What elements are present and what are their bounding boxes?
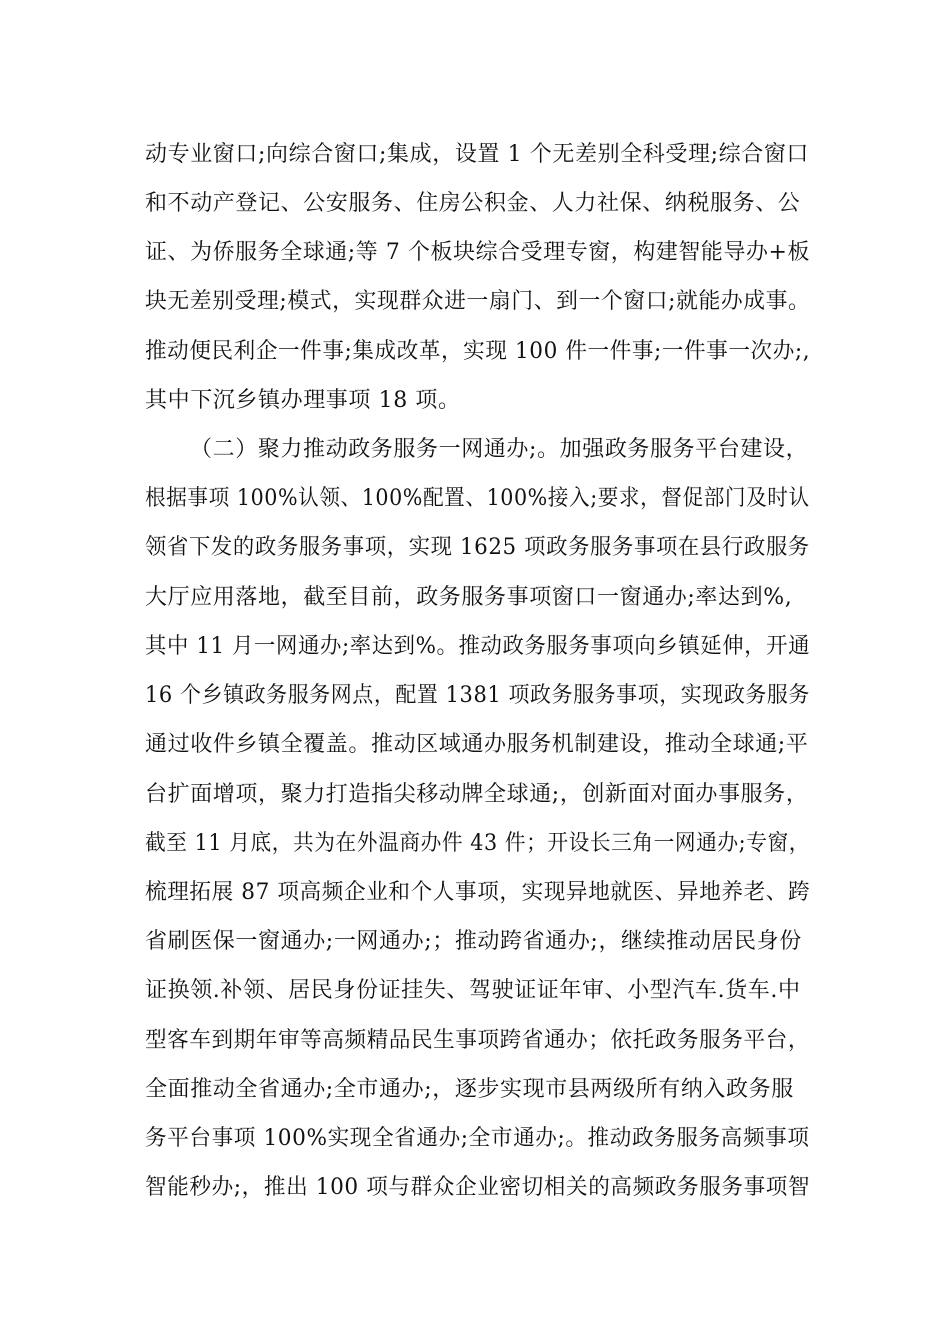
text-line: 证换领.补领、居民身份证挂失、驾驶证证年审、小型汽车.货车.中	[145, 978, 801, 1003]
text-line: 务平台事项 100%实现全省通办;全市通办;。推动政务服务高频事项	[145, 1126, 810, 1151]
text-line: 根据事项 100%认领、100%配置、100%接入;要求，督促部门及时认	[145, 486, 810, 511]
text-line: 其中下沉乡镇办理事项 18 项。	[145, 388, 461, 413]
text-line: 智能秒办;，推出 100 项与群众企业密切相关的高频政务服务事项智	[145, 1175, 811, 1200]
text-line: 推动便民利企一件事;集成改革，实现 100 件一件事;一件事一次办;,	[145, 339, 811, 364]
text-line: 台扩面增项，聚力打造指尖移动牌全球通;，创新面对面办事服务，	[145, 782, 809, 807]
text-line: 全面推动全省通办;全市通办;，逐步实现市县两级所有纳入政务服	[145, 1077, 794, 1102]
text-line: 块无差别受理;模式，实现群众进一扇门、到一个窗口;就能办成事。	[145, 289, 811, 314]
text-line: 大厅应用落地，截至目前，政务服务事项窗口一窗通办;率达到%,	[145, 585, 793, 610]
text-line: 型客车到期年审等高频精品民生事项跨省通办；依托政务服务平台，	[145, 1028, 810, 1053]
text-line: 梳理拓展 87 项高频企业和个人事项，实现异地就医、异地养老、跨	[145, 880, 811, 905]
text-line: 动专业窗口;向综合窗口;集成，设置 1 个无差别全科受理;综合窗口	[145, 142, 810, 167]
text-line: 其中 11 月一网通办;率达到%。推动政务服务事项向乡镇延伸，开通	[145, 634, 811, 659]
paragraph-heading: （二）聚力推动政务服务一网通办;。加强政务服务平台建设，	[190, 437, 809, 462]
text-line: 领省下发的政务服务事项，实现 1625 项政务服务事项在县行政服务	[145, 535, 810, 560]
text-line: 证、为侨服务全球通;等 7 个板块综合受理专窗，构建智能导办+板	[145, 240, 811, 265]
text-line: 通过收件乡镇全覆盖。推动区域通办服务机制建设，推动全球通;平	[145, 732, 809, 757]
text-line: 和不动产登记、公安服务、住房公积金、人力社保、纳税服务、公	[145, 191, 801, 216]
text-line: 截至 11 月底，共为在外温商办件 43 件；开设长三角一网通办;专窗，	[145, 831, 810, 856]
text-line: 省刷医保一窗通办;一网通办;；推动跨省通办;，继续推动居民身份	[145, 929, 802, 954]
text-line: 16 个乡镇政务服务网点，配置 1381 项政务服务事项，实现政务服务	[145, 683, 810, 708]
